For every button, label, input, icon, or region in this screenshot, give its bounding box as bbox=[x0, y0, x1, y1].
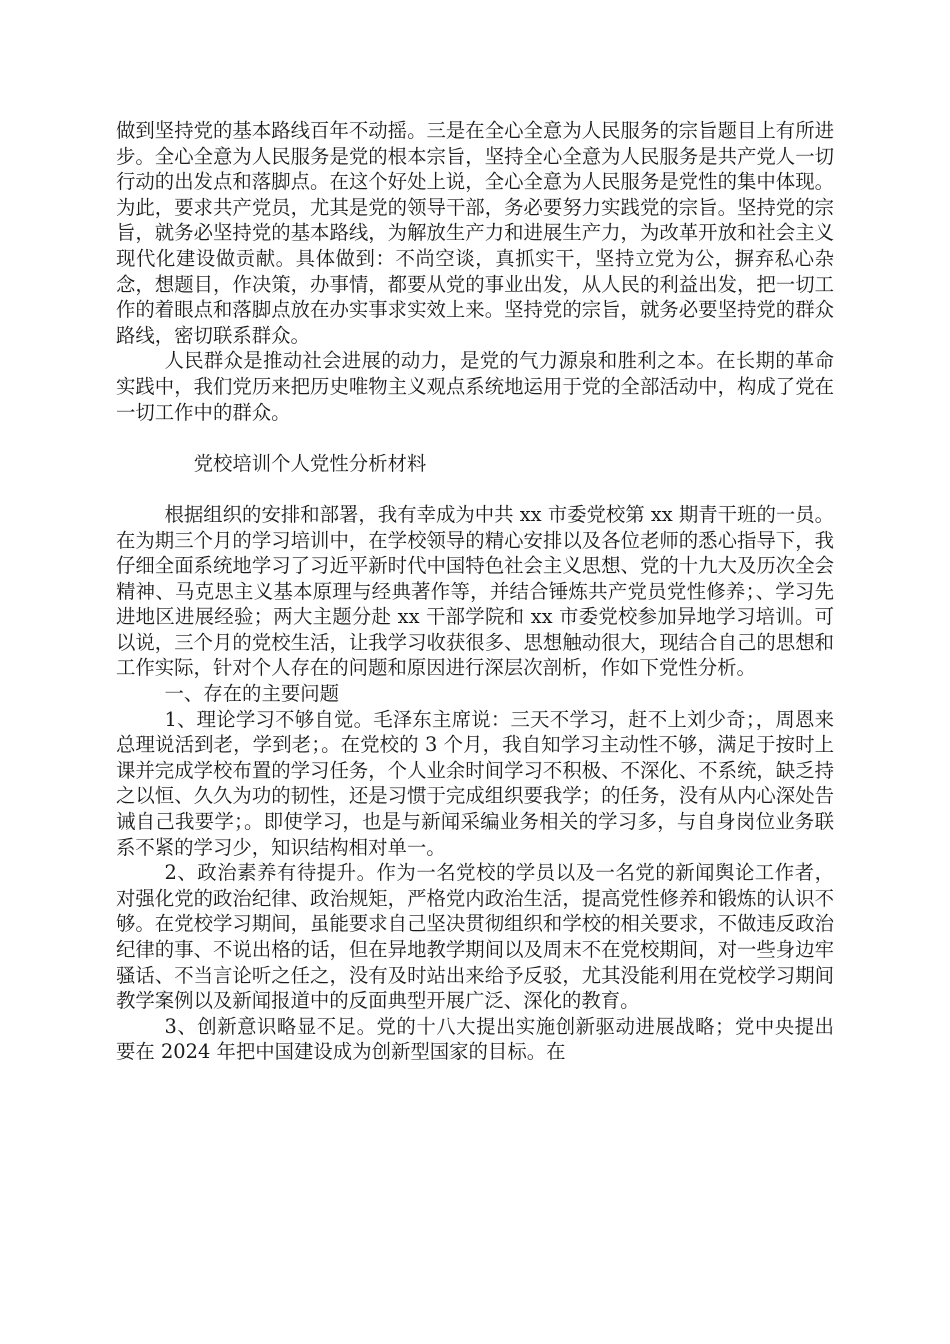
masses-paragraph: 人民群众是推动社会进展的动力，是党的气力源泉和胜利之本。在长期的革命实践中，我们党历来把历史唯物主义观点系统地运用于党的全部活动中，构成了党在一切工作中的群众。 bbox=[116, 349, 834, 424]
continuation-paragraph: 做到坚持党的基本路线百年不动摇。三是在全心全意为人民服务的宗旨题目上有所进步。全心全意为人民服务是党的根本宗旨，坚持全心全意为人民服务是共产党人一切行动的出发点和落脚点。在这个好处上说，全心全意为人民服务是党性的集中体现。为此，要求共产党员，尤其是党的领导干部，务必要努力实践党的宗旨。坚持党的宗旨，就务必坚持党的基本路线，为解放生产力和进展生产力，为改革开放和社会主义现代化建设做贡献。具体做到：不尚空谈，真抓实干，坚持立党为公，摒弃私心杂念，想题目，作决策，办事情，都要从党的事业出发，从人民的利益出发，把一切工作的着眼点和落脚点放在办实事求实效上来。坚持党的宗旨，就务必要坚持党的群众路线，密切联系群众。 bbox=[116, 119, 834, 347]
problem-item-3: 3、创新意识略显不足。党的十八大提出实施创新驱动进展战略；党中央提出要在 2024 年把中国建设成为创新型国家的目标。在 bbox=[116, 1014, 834, 1064]
problem-item-2: 2、政治素养有待提升。作为一名党校的学员以及一名党的新闻舆论工作者，对强化党的政治纪律、政治规矩，严格党内政治生活，提高党性修养和锻炼的认识不够。在党校学习期间，虽能要求自己坚决贯彻组织和学校的相关要求，不做违反政治纪律的事、不说出格的话，但在异地教学期间以及周末不在党校期间，对一些身边牢骚话、不当言论听之任之，没有及时站出来给予反驳，尤其没能利用在党校学习期间教学案例以及新闻报道中的反面典型开展广泛、深化的教育。 bbox=[116, 861, 834, 1013]
intro-paragraph: 根据组织的安排和部署，我有幸成为中共 xx 市委党校第 xx 期青干班的一员。在为期三个月的学习培训中，在学校领导的精心安排以及各位老师的悉心指导下，我仔细全面系统地学习了习近平新时代中国特色社会主义思想、党的十九大及历次全会精神、马克思主义基本原理与经典著作等，并结合锤炼共产党员党性修养；、学习先进地区进展经验；两大主题分赴 xx 干部学院和 xx 市委党校参加异地学习培训。可以说，三个月的党校生活，让我学习收获很多、思想触动很大，现结合自己的思想和工作实际，针对个人存在的问题和原因进行深层次剖析，作如下党性分析。 bbox=[116, 502, 835, 680]
blank-line bbox=[116, 425, 834, 451]
section-heading: 一、存在的主要问题 bbox=[164, 682, 340, 706]
blank-line bbox=[116, 476, 834, 502]
problem-item-1: 1、理论学习不够自觉。毛泽东主席说：三天不学习，赶不上刘少奇；，周恩来总理说活到老，学到老；。在党校的 3 个月，我自知学习主动性不够，满足于按时上课并完成学校布置的学习任务，个人业余时间学习不积极、不深化、不系统，缺乏持之以恒、久久为功的韧性，还是习惯于完成组织要我学；的任务，没有从内心深处告诫自己我要学；。即使学习，也是与新闻采编业务相关的学习多，与自身岗位业务联系不紧的学习少，知识结构相对单一。 bbox=[116, 707, 834, 859]
document-title: 党校培训个人党性分析材料 bbox=[193, 451, 427, 475]
document-page bbox=[116, 118, 834, 1065]
